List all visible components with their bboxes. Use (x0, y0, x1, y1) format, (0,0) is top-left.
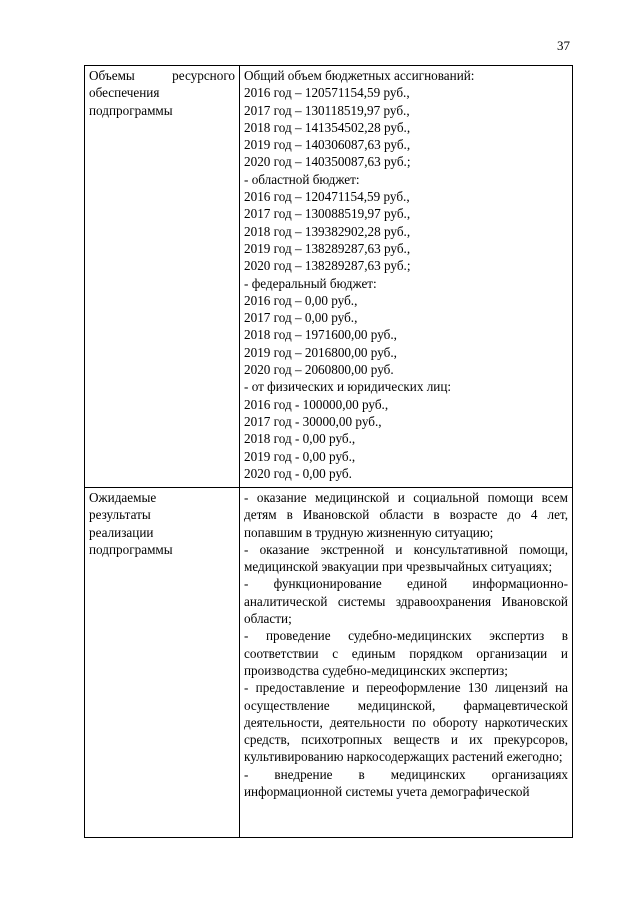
page-number: 37 (557, 38, 570, 53)
budget-line: - от физических и юридических лиц: (244, 379, 452, 395)
budget-line: 2019 год – 140306087,63 руб., (244, 137, 411, 153)
results-label-line: реализации (89, 524, 154, 540)
budget-line: 2016 год – 0,00 руб., (244, 292, 358, 308)
budget-line: 2018 год - 0,00 руб., (244, 431, 356, 447)
budget-line: 2019 год – 2016800,00 руб., (244, 344, 397, 360)
table-row-results (85, 488, 573, 838)
budget-line: 2017 год – 130088519,97 руб., (244, 206, 411, 222)
resources-label-line: обеспечения (89, 85, 160, 101)
budget-line: 2019 год – 138289287,63 руб., (244, 240, 411, 256)
resources-value-cell (240, 66, 573, 488)
results-value-cell (240, 488, 573, 838)
budget-line: - федеральный бюджет: (244, 275, 377, 291)
budget-line: - областной бюджет: (244, 171, 360, 187)
budget-line: 2018 год – 1971600,00 руб., (244, 327, 397, 343)
budget-line: 2019 год - 0,00 руб., (244, 448, 356, 464)
budget-line: 2017 год – 130118519,97 руб., (244, 102, 410, 118)
budget-line: Общий объем бюджетных ассигнований: (244, 68, 475, 83)
results-label-line: Ожидаемые (89, 490, 157, 505)
budget-line: 2016 год - 100000,00 руб., (244, 396, 389, 412)
subprogram-passport-table (84, 65, 573, 838)
result-item: - оказание экстренной и консультативной помощи, медицинской эвакуации при чрезвычайных ситуациях; (244, 541, 568, 575)
result-item: - оказание медицинской и социальной помощи всем детям в Ивановской области в возрасте до 4 лет, попавшим в трудную жизненную ситуацию; (244, 490, 568, 540)
budget-line: 2018 год – 141354502,28 руб., (244, 119, 411, 135)
resources-label-line: Объемы ресурсного (89, 68, 235, 83)
budget-line: 2017 год - 30000,00 руб., (244, 413, 382, 429)
resources-label-cell (85, 66, 240, 488)
result-item: - функционирование единой информационно-аналитической системы здравоохранения Ивановской области; (244, 576, 568, 627)
result-item: - предоставление и переоформление 130 лицензий на осуществление медицинской, фармацевтической деятельности, деятельности по обороту наркотических средств, психотропных веществ и их прекурсоров, культивированию наркосодержащих растений ежегодно; (244, 680, 568, 765)
result-item: - проведение судебно-медицинских экспертиз в соответствии с единым порядком организации и производства судебно-медицинских экспертиз; (244, 628, 568, 678)
results-label-line: результаты (89, 507, 151, 523)
result-item: - внедрение в медицинских организациях информационной системы учета демографической (244, 766, 568, 800)
budget-line: 2020 год - 0,00 руб. (244, 465, 352, 481)
results-label-cell (85, 488, 240, 838)
budget-line: 2020 год – 138289287,63 руб.; (244, 258, 411, 274)
budget-line: 2016 год – 120471154,59 руб., (244, 189, 410, 205)
table-row-resources (85, 66, 573, 488)
budget-line: 2020 год – 140350087,63 руб.; (244, 154, 411, 170)
budget-line: 2020 год – 2060800,00 руб. (244, 362, 394, 378)
budget-line: 2018 год – 139382902,28 руб., (244, 223, 411, 239)
resources-label-line: подпрограммы (89, 102, 173, 118)
results-label-line: подпрограммы (89, 541, 173, 557)
budget-line: 2016 год – 120571154,59 руб., (244, 85, 410, 101)
budget-line: 2017 год – 0,00 руб., (244, 310, 358, 326)
